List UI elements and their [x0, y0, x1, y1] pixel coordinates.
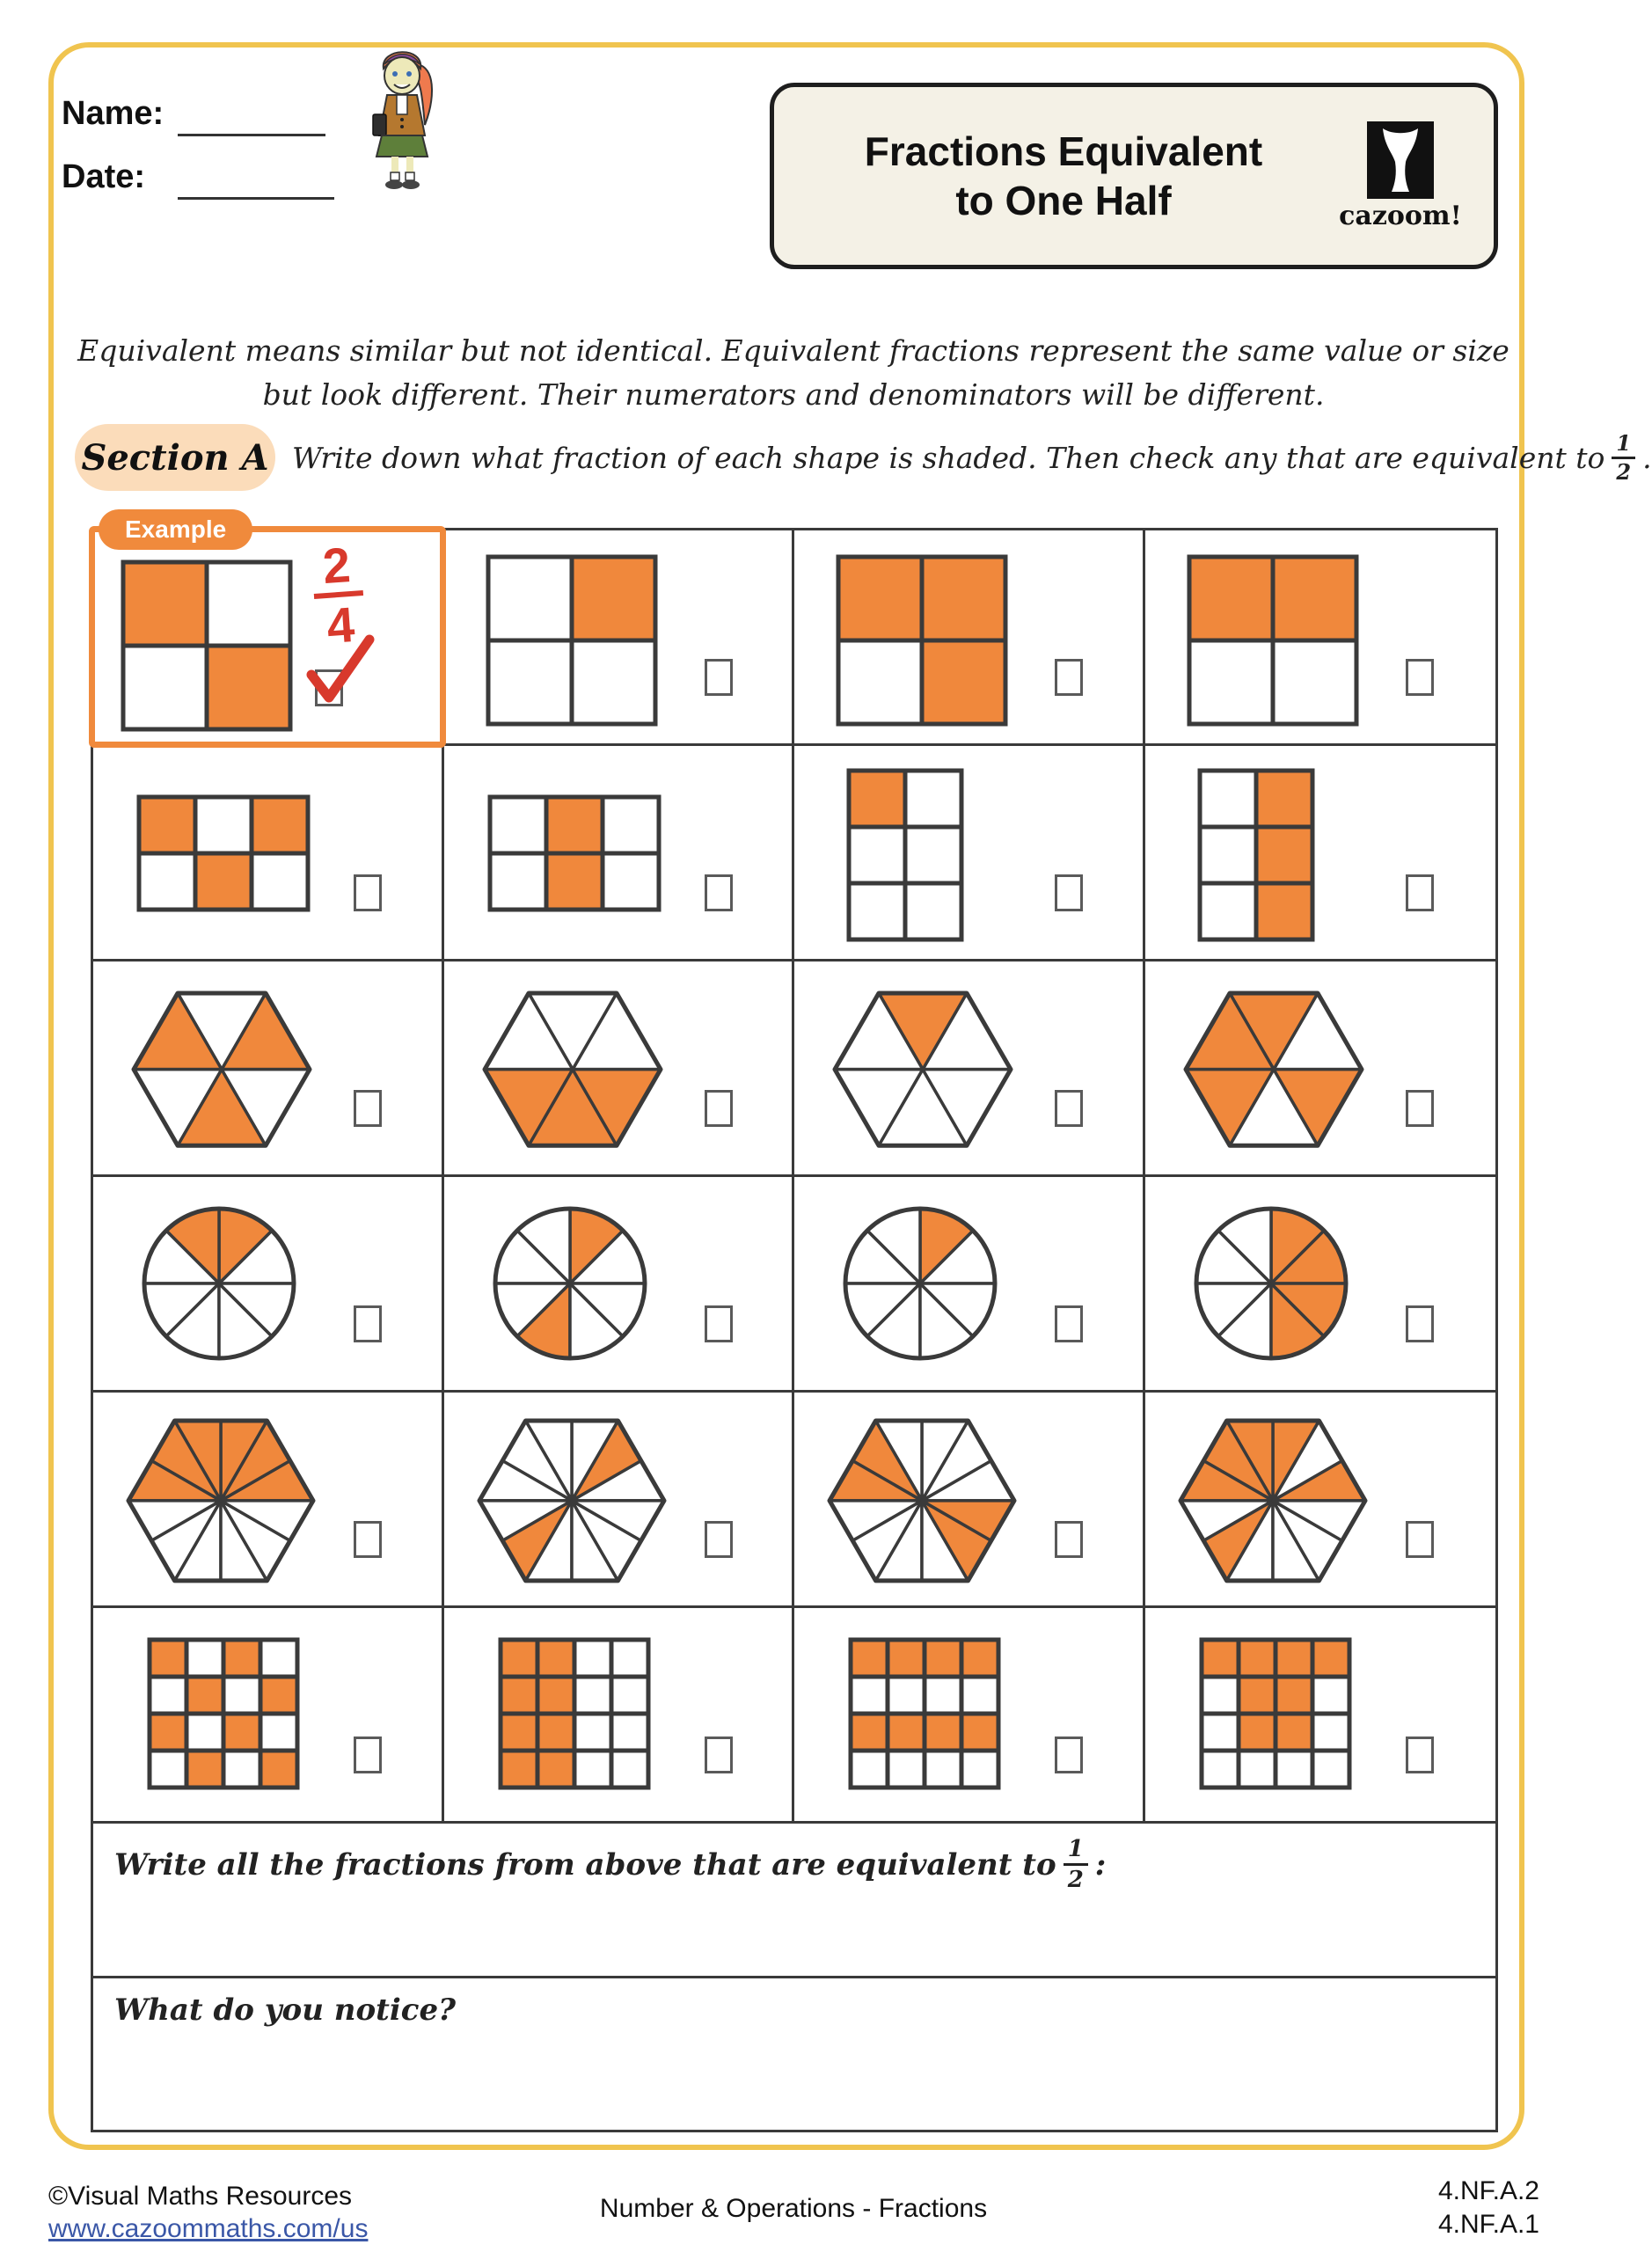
fraction-table	[91, 515, 1498, 2132]
notice-prompt: What do you notice?	[114, 1992, 457, 2028]
notice-answer-area[interactable]	[93, 2045, 1495, 2130]
fraction-shape	[485, 792, 664, 919]
answer-checkbox[interactable]	[705, 659, 733, 696]
fraction-cell	[93, 515, 444, 746]
answer-checkbox[interactable]	[1406, 1521, 1434, 1558]
fraction-shape	[118, 557, 296, 739]
cazoom-logo	[1330, 121, 1494, 231]
footer-copyright: ©Visual Maths Resources	[48, 2182, 353, 2211]
fraction-shape	[824, 1415, 1020, 1590]
footer-topic: Number & Operations - Fractions	[599, 2194, 988, 2223]
answer-checkbox[interactable]	[1055, 1305, 1083, 1342]
date-input-line[interactable]	[178, 197, 334, 200]
fraction-shape	[479, 988, 666, 1155]
footer-standards	[1438, 2175, 1539, 2241]
fraction-cell	[794, 1177, 1145, 1393]
answer-checkbox[interactable]	[1406, 1737, 1434, 1773]
fraction-cell	[93, 1608, 444, 1824]
answer-checkbox[interactable]	[354, 1305, 382, 1342]
fraction-shape	[134, 792, 313, 919]
answer-checkbox[interactable]	[1055, 874, 1083, 911]
fraction-cell	[444, 746, 795, 961]
footer-website-link[interactable]: www.cazoommaths.com/us	[48, 2214, 369, 2243]
answer-checkbox[interactable]	[354, 1737, 382, 1773]
standard-code-1: 4.NF.A.2	[1437, 2176, 1539, 2205]
section-a-instruction: Write down what fraction of each shape is shaded. Then check any that are equivalent to $\frac{1}{2}$ .	[292, 429, 1652, 485]
fraction-cell	[1145, 746, 1496, 961]
answer-checkbox[interactable]	[1055, 659, 1083, 696]
answer-checkbox[interactable]	[1406, 1305, 1434, 1342]
fraction-shape	[483, 552, 661, 734]
section-a-label: Section A	[75, 424, 275, 491]
write-fractions-prompt: Write all the fractions from above that are equivalent to $\frac{1}{2}$ :	[114, 1836, 1107, 1893]
fraction-shape	[844, 765, 967, 949]
one-half-fraction: $\frac{1}{2}$	[1612, 433, 1635, 483]
name-label: Name:	[62, 95, 164, 132]
fraction-cell	[794, 746, 1145, 961]
answer-checkbox[interactable]	[1055, 1737, 1083, 1773]
fraction-shape	[144, 1634, 303, 1797]
answer-checkbox[interactable]	[1055, 1090, 1083, 1127]
fraction-shape	[1175, 1415, 1371, 1590]
standard-code-2: 4.NF.A.1	[1437, 2210, 1539, 2239]
fraction-cell	[444, 530, 795, 746]
cazoom-logo-text: cazoom!	[1339, 200, 1462, 231]
example-tab: Example	[99, 509, 252, 550]
fraction-shape	[128, 988, 315, 1155]
fraction-shape	[830, 988, 1016, 1155]
fraction-cell	[794, 1608, 1145, 1824]
fraction-shape	[845, 1634, 1004, 1797]
one-half-fraction: $\frac{1}{2}$	[1064, 1838, 1088, 1891]
example-checkmark-icon	[303, 629, 378, 714]
write-fractions-row	[93, 1824, 1495, 1978]
fraction-shape	[1184, 552, 1362, 734]
fraction-cell	[1145, 1608, 1496, 1824]
fraction-cell	[1145, 1177, 1496, 1393]
fraction-shape	[840, 1203, 1000, 1368]
fraction-shape	[495, 1634, 654, 1797]
fraction-cell	[1145, 961, 1496, 1177]
fraction-shape	[1191, 1203, 1351, 1368]
fraction-shape	[139, 1203, 299, 1368]
fraction-cell	[93, 1393, 444, 1608]
write-fractions-answer-area[interactable]	[93, 1891, 1495, 1976]
answer-checkbox[interactable]	[1055, 1521, 1083, 1558]
answer-checkbox[interactable]	[705, 1305, 733, 1342]
cazoom-logo-icon	[1367, 121, 1434, 199]
fraction-shape	[123, 1415, 318, 1590]
notice-row	[93, 1978, 1495, 2130]
example-fraction-denominator: 4	[325, 596, 357, 654]
answer-checkbox[interactable]	[705, 1737, 733, 1773]
fraction-shape	[474, 1415, 669, 1590]
fraction-cell	[444, 1177, 795, 1393]
answer-checkbox[interactable]	[1406, 1090, 1434, 1127]
fraction-cell	[1145, 1393, 1496, 1608]
student-character-illustration	[350, 37, 459, 192]
fraction-shape	[1195, 765, 1318, 949]
answer-checkbox[interactable]	[705, 1521, 733, 1558]
answer-checkbox[interactable]	[705, 1090, 733, 1127]
answer-checkbox[interactable]	[354, 1521, 382, 1558]
fraction-cell	[794, 961, 1145, 1177]
answer-checkbox[interactable]	[1406, 659, 1434, 696]
answer-checkbox[interactable]	[705, 874, 733, 911]
fraction-cell	[444, 1393, 795, 1608]
example-fraction-numerator: 2	[320, 537, 353, 595]
fraction-cell	[1145, 530, 1496, 746]
answer-checkbox[interactable]	[1406, 874, 1434, 911]
fraction-shape	[833, 552, 1011, 734]
fraction-cell	[794, 530, 1145, 746]
fraction-cell	[93, 746, 444, 961]
fraction-cell	[444, 961, 795, 1177]
worksheet-title: Fractions Equivalent to One Half	[864, 128, 1263, 223]
answer-checkbox[interactable]	[354, 1090, 382, 1127]
name-input-line[interactable]	[178, 134, 325, 136]
fraction-cell	[444, 1608, 795, 1824]
fraction-cell	[794, 1393, 1145, 1608]
fraction-shape	[1196, 1634, 1355, 1797]
fraction-shape	[1181, 988, 1367, 1155]
date-label: Date:	[62, 158, 146, 195]
answer-checkbox[interactable]	[354, 874, 382, 911]
fraction-shape	[490, 1203, 650, 1368]
worksheet-title-box	[770, 83, 1498, 269]
fraction-cell	[93, 961, 444, 1177]
intro-text: Equivalent means similar but not identical. Equivalent fractions represent the same value or size but look different. Their numerators and denominators will be different.	[77, 333, 1509, 412]
fraction-cell	[93, 1177, 444, 1393]
